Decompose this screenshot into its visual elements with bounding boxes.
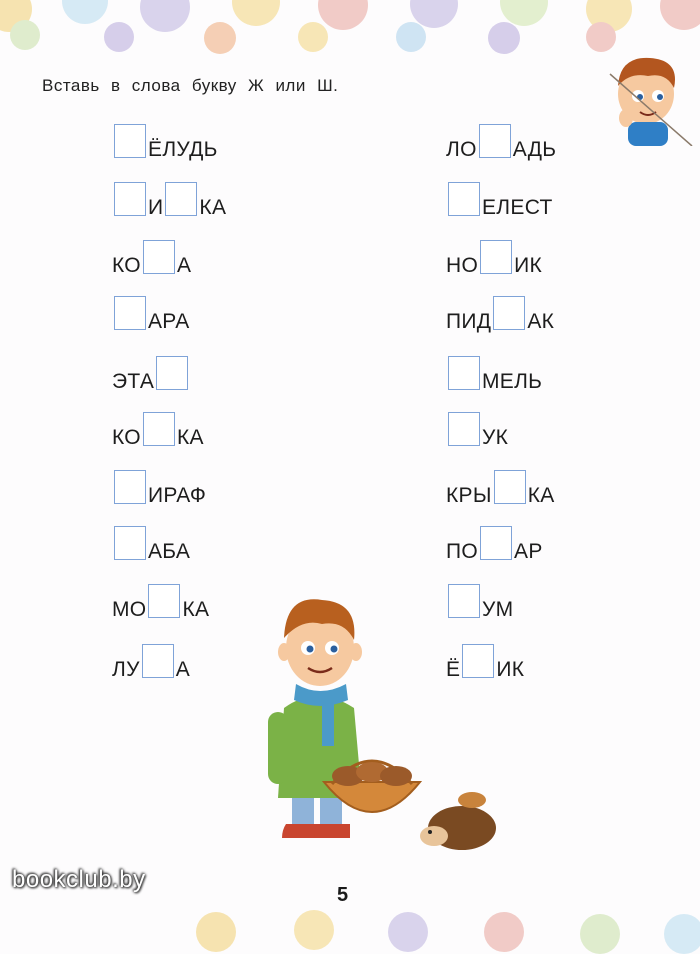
word-row: ПО АР (446, 520, 543, 564)
letter-box[interactable] (114, 526, 146, 560)
word-row: ЭТА (112, 350, 190, 394)
word-row: АБА (112, 520, 190, 564)
letter-box[interactable] (165, 182, 197, 216)
letter-box[interactable] (480, 526, 512, 560)
letter-box[interactable] (143, 240, 175, 274)
letter-box[interactable] (156, 356, 188, 390)
word-row: КО А (112, 234, 191, 278)
word-row: КРЫ КА (446, 464, 555, 508)
letter-box[interactable] (142, 644, 174, 678)
word-row: ПИД АК (446, 290, 554, 334)
boy-with-basket-illustration (262, 588, 542, 868)
letter-box[interactable] (114, 182, 146, 216)
letter-box[interactable] (448, 412, 480, 446)
letter-box[interactable] (448, 356, 480, 390)
exercise-instruction: Вставь в слова букву Ж или Ш. (42, 76, 339, 95)
word-row: МО КА (112, 578, 209, 622)
word-row: КО КА (112, 406, 204, 450)
page-number: 5 (337, 884, 349, 906)
letter-box[interactable] (143, 412, 175, 446)
letter-box[interactable] (493, 296, 525, 330)
letter-box[interactable] (494, 470, 526, 504)
word-row: И КА (112, 176, 226, 220)
word-row: ЁЛУДЬ (112, 118, 218, 162)
letter-box[interactable] (480, 240, 512, 274)
letter-box[interactable] (114, 124, 146, 158)
word-row: УК (446, 406, 508, 450)
letter-box[interactable] (114, 470, 146, 504)
watermark: bookclub.by (12, 866, 146, 893)
word-row: НО ИК (446, 234, 542, 278)
word-row: ЕЛЕСТ (446, 176, 553, 220)
word-row: ИРАФ (112, 464, 206, 508)
letter-box[interactable] (448, 182, 480, 216)
word-row: АРА (112, 290, 190, 334)
peeking-boy-illustration (600, 36, 696, 146)
word-row: ЛУ А (112, 638, 190, 682)
word-row: МЕЛЬ (446, 350, 542, 394)
letter-box[interactable] (114, 296, 146, 330)
letter-box[interactable] (148, 584, 180, 618)
word-row: Ё ИК (446, 638, 524, 682)
letter-box[interactable] (479, 124, 511, 158)
word-row: ЛО АДЬ (446, 118, 556, 162)
word-row: УМ (446, 578, 513, 622)
